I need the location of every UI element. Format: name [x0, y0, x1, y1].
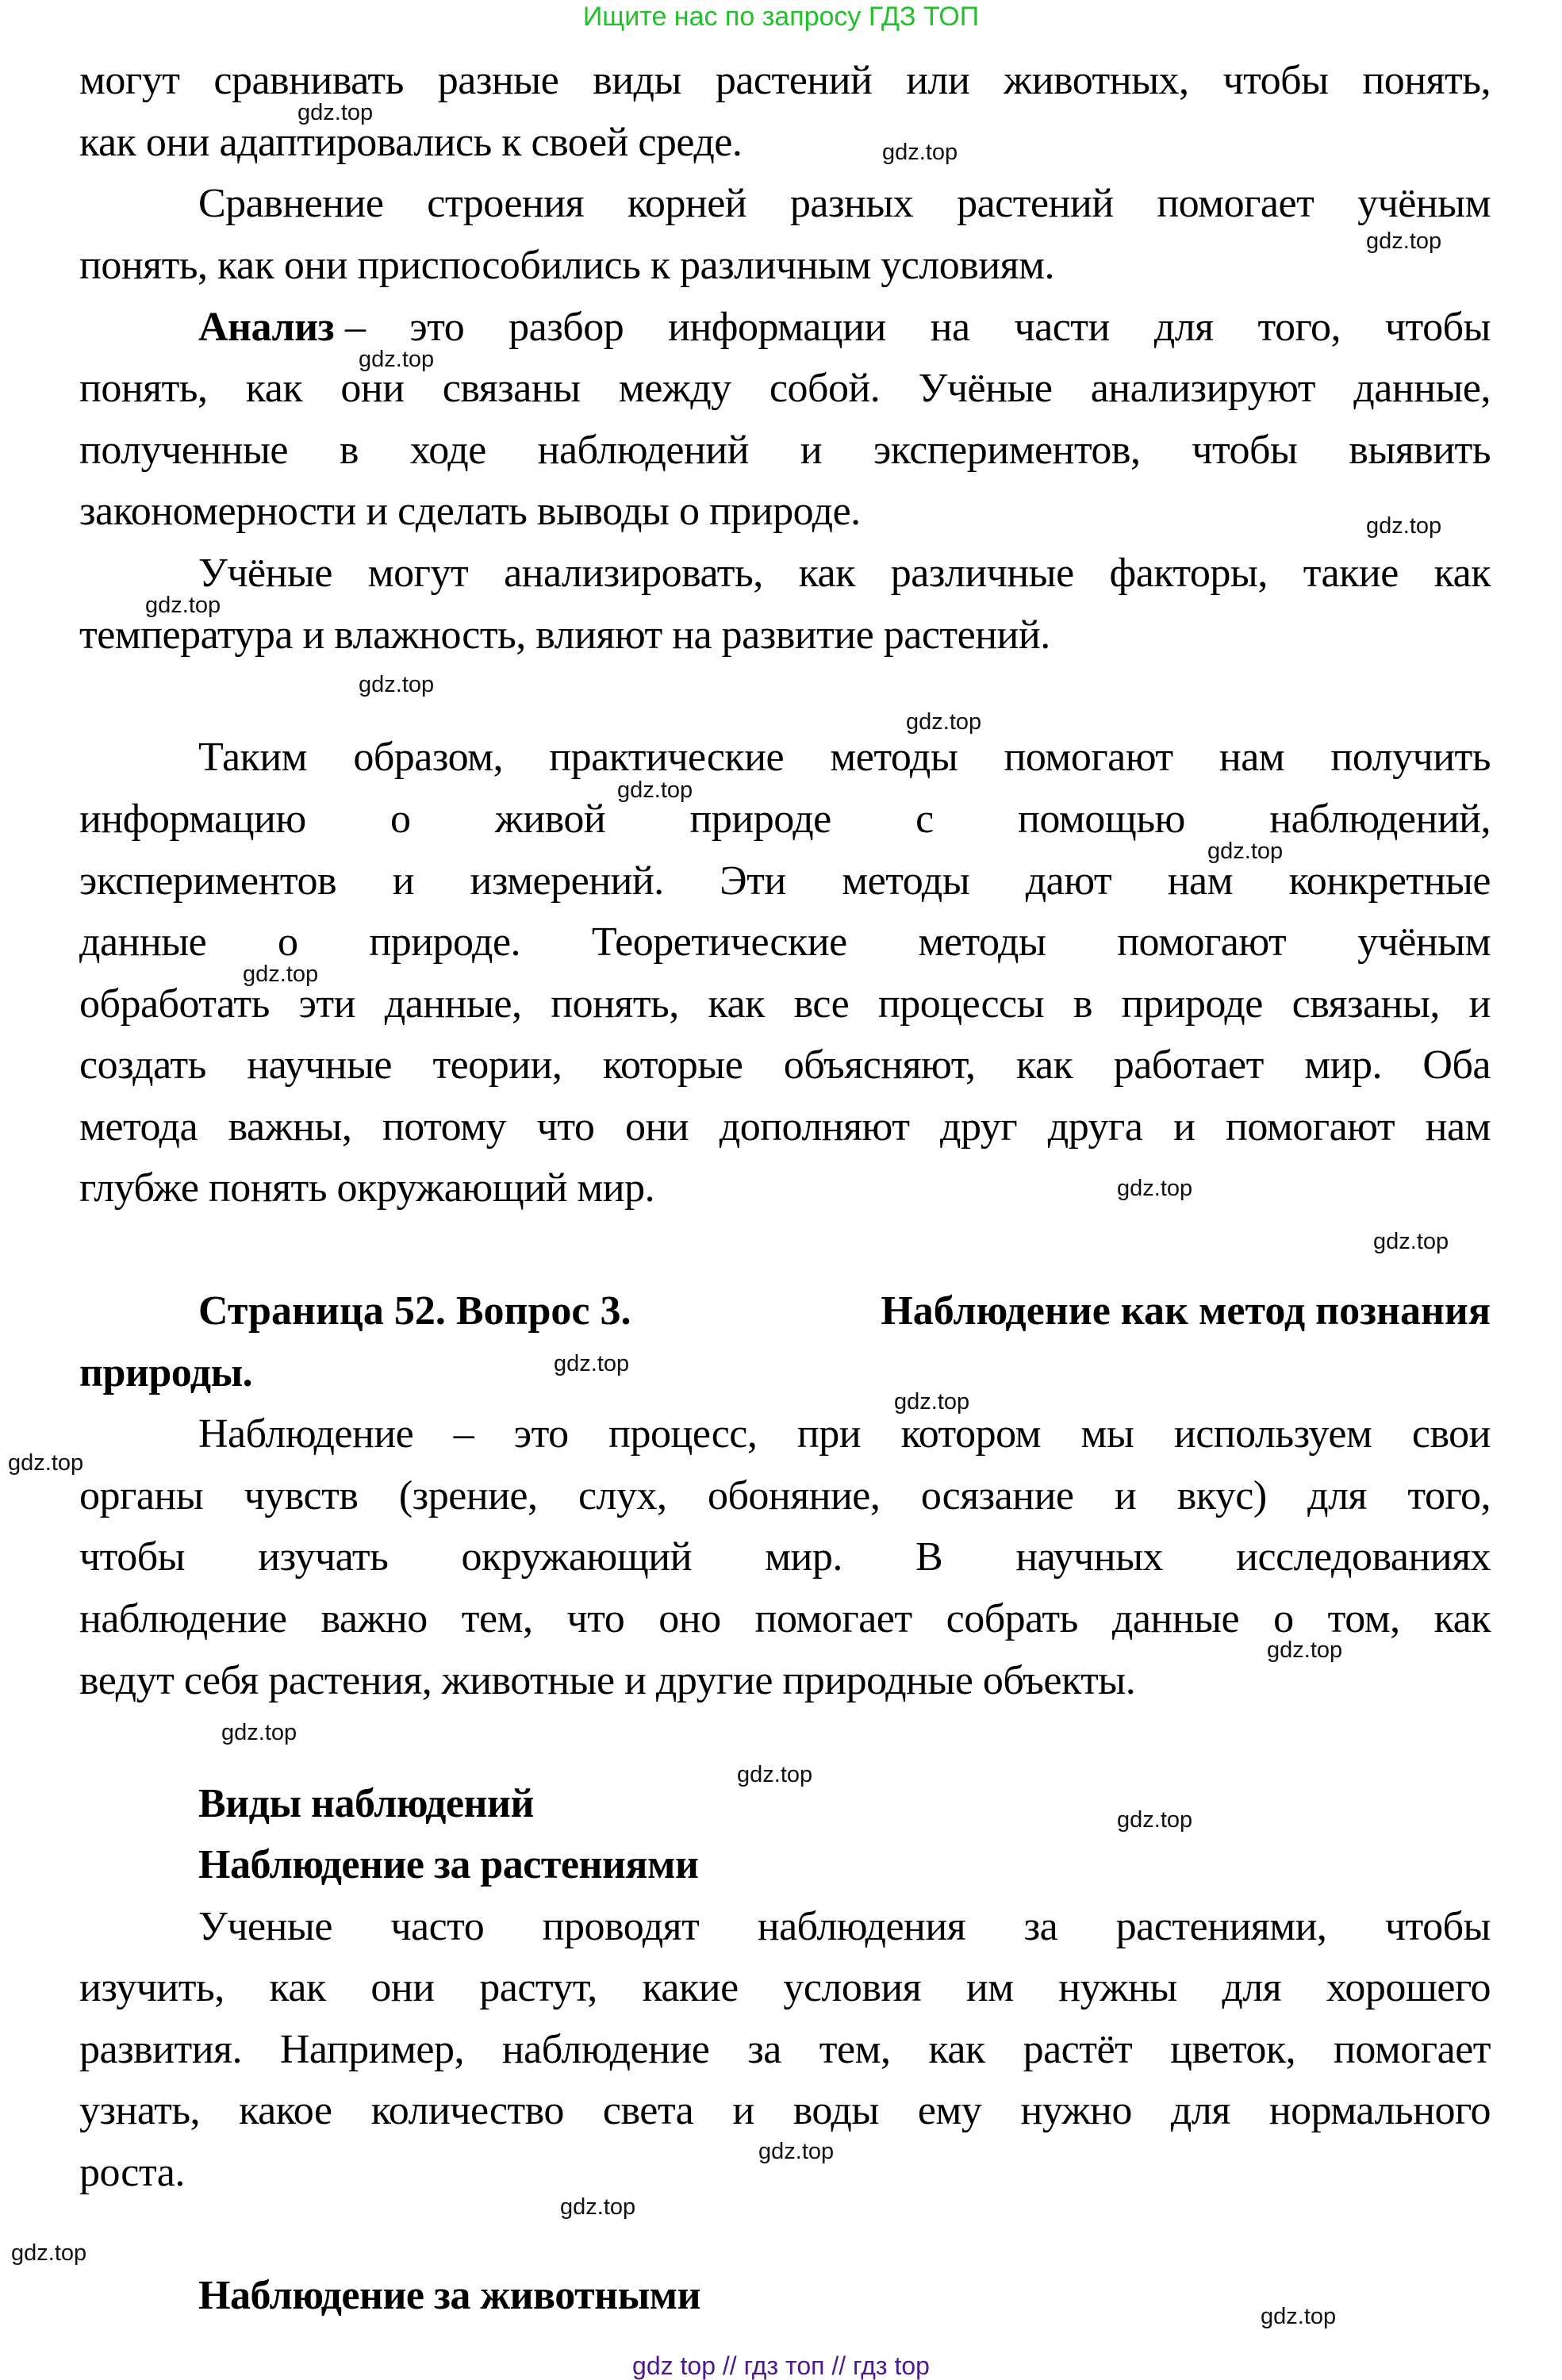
text-line: – это разбор информации на части для того, чтобы [345, 305, 1491, 350]
text-line: обработать эти данные, понять, как все процессы в природе связаны, и [79, 981, 1491, 1027]
watermark: gdz.top [243, 962, 319, 987]
text-line: Сравнение строения корней разных растений помогает учёным [198, 181, 1491, 226]
subheading-animals: Наблюдение за животными [198, 2273, 701, 2318]
subheading-plants: Наблюдение за растениями [198, 1842, 699, 1887]
watermark: gdz.top [554, 1351, 630, 1376]
text-line: узнать, какое количество света и воды ему нужно для нормального [79, 2088, 1491, 2133]
text-line: глубже понять окружающий мир. [79, 1165, 655, 1211]
text-line: информацию о живой природе с помощью наблюдений, [79, 797, 1491, 842]
watermark: gdz.top [297, 100, 374, 125]
text-line: наблюдение важно тем, что оно помогает собрать данные о том, как [79, 1596, 1491, 1641]
text-line: температура и влажность, влияют на развитие растений. [79, 612, 1050, 658]
watermark: gdz.top [221, 1720, 297, 1745]
watermark: gdz.top [359, 347, 435, 372]
watermark: gdz.top [11, 2240, 87, 2266]
watermark: gdz.top [617, 777, 693, 803]
footer-links[interactable]: gdz top // гдз топ // гдз top [632, 2351, 930, 2380]
section-title: Наблюдение как метод познания [881, 1288, 1491, 1334]
text-line: Таким образом, практические методы помогают нам получить [198, 735, 1491, 780]
watermark: gdz.top [1267, 1637, 1343, 1663]
watermark: gdz.top [882, 140, 958, 165]
watermark: gdz.top [1373, 1229, 1449, 1254]
watermark: gdz.top [1366, 228, 1442, 254]
text-line: метода важны, потому что они дополняют друг друга и помогают нам [79, 1104, 1491, 1150]
text-line: ведут себя растения, животные и другие природные объекты. [79, 1658, 1136, 1703]
text-line: полученные в ходе наблюдений и экспериментов, чтобы выявить [79, 428, 1491, 473]
search-banner: Ищите нас по запросу ГДЗ ТОП [582, 2, 980, 32]
watermark: gdz.top [145, 593, 221, 618]
watermark: gdz.top [1117, 1807, 1193, 1833]
text-line: Ученые часто проводят наблюдения за растениями, чтобы [198, 1904, 1491, 1949]
term-analysis: Анализ [198, 305, 335, 350]
text-line: понять, как они приспособились к различным условиям. [79, 243, 1055, 288]
watermark: gdz.top [894, 1389, 970, 1415]
watermark: gdz.top [1261, 2304, 1337, 2329]
text-line: Наблюдение – это процесс, при котором мы используем свои [198, 1411, 1491, 1457]
text-line: понять, как они связаны между собой. Учёные анализируют данные, [79, 366, 1491, 411]
text-line: данные о природе. Теоретические методы помогают учёным [79, 919, 1491, 965]
text-line: органы чувств (зрение, слух, обоняние, осязание и вкус) для того, [79, 1473, 1491, 1518]
watermark: gdz.top [906, 709, 982, 735]
text-line: Учёные могут анализировать, как различные факторы, такие как [198, 551, 1491, 596]
text-line: изучить, как они растут, какие условия им нужны для хорошего [79, 1965, 1491, 2010]
watermark: gdz.top [560, 2194, 636, 2220]
text-line: как они адаптировались к своей среде. [79, 120, 743, 165]
watermark: gdz.top [359, 672, 435, 697]
definition-line [198, 304, 1491, 351]
page-question-label: Страница 52. Вопрос 3. [198, 1288, 631, 1334]
text-line: закономерности и сделать выводы о природе. [79, 489, 861, 534]
watermark: gdz.top [758, 2139, 835, 2164]
text-line: развития. Например, наблюдение за тем, как растёт цветок, помогает [79, 2027, 1491, 2072]
subheading-types: Виды наблюдений [198, 1781, 534, 1826]
text-line: чтобы изучать окружающий мир. В научных исследованиях [79, 1534, 1491, 1580]
text-line: роста. [79, 2150, 185, 2195]
text-line: могут сравнивать разные виды растений или животных, чтобы понять, [79, 58, 1491, 103]
watermark: gdz.top [737, 1762, 813, 1787]
section-title-cont: природы. [79, 1350, 253, 1395]
text-line: экспериментов и измерений. Эти методы дают нам конкретные [79, 858, 1491, 904]
text-line: создать научные теории, которые объясняют, как работает мир. Оба [79, 1042, 1491, 1088]
watermark: gdz.top [1366, 513, 1442, 539]
watermark: gdz.top [8, 1450, 84, 1476]
watermark: gdz.top [1117, 1176, 1193, 1201]
watermark: gdz.top [1207, 839, 1284, 864]
